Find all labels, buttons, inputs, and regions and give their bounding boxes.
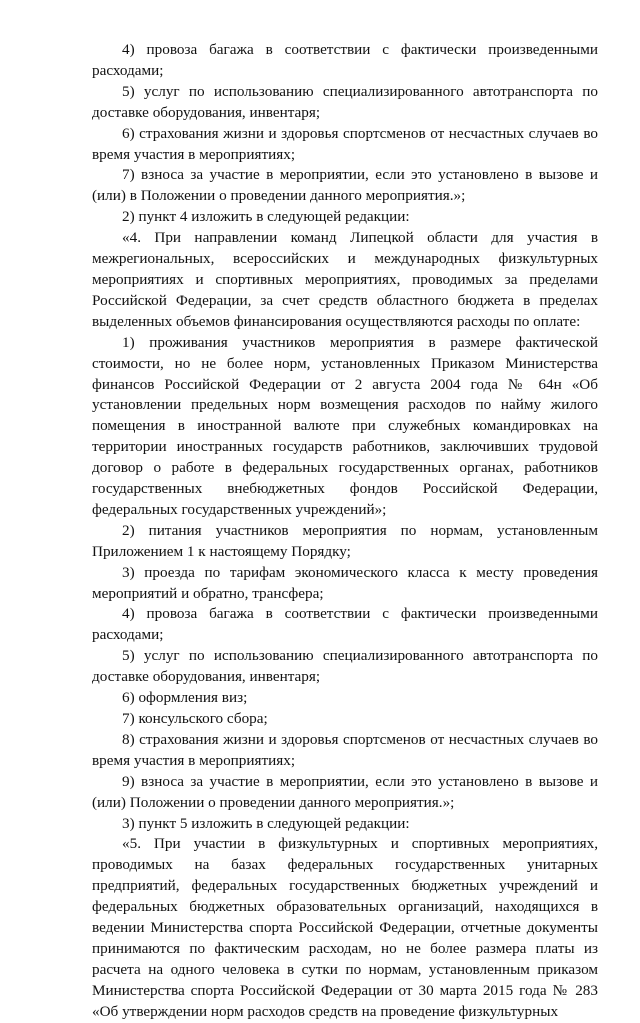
document-paragraph: 4) провоза багажа в соответствии с фактически произведенными расходами;: [92, 41, 598, 79]
document-paragraph: 1) проживания участников мероприятия в размере фактической стоимости, но не более норм, установленных Приказом Министерства финансов Российской Федерации от 2 августа 2004 года № 64н «Об установлении предельных норм возмещения расходов по найму жилого помещения в иностранной валюте при служебных командировках на территории иностранных государств работников, заключивших трудовой договор о работе в федеральных государственных органах, работников государственных внебюджетных фондов Российской Федерации, федеральных государственных учреждений»;: [92, 333, 598, 518]
document-paragraph: 7) взноса за участие в мероприятии, если это установлено в вызове и (или) в Положении о проведении данного мероприятия.»;: [92, 166, 598, 205]
document-paragraph: 2) питания участников мероприятия по нормам, установленным Приложением 1 к настоящему Порядку;: [92, 521, 598, 560]
document-paragraph: 7) консульского сбора;: [122, 710, 268, 727]
document-paragraph: 3) пункт 5 изложить в следующей редакции:: [122, 814, 410, 832]
document-paragraph: 3) проезда по тарифам экономического класса к месту проведения мероприятий и обратно, трансфера;: [92, 563, 598, 602]
document-paragraph: «5. При участии в физкультурных и спортивных мероприятиях, проводимых на базах федеральных государственных унитарных предприятий, федеральных государственных бюджетных учреждений и федеральных бюджетных образовательных организаций, находящихся в ведении Министерства спорта Российской Федерации, отчетные документы принимаются по фактическим расходам, но не более размера платы из расчета на одного человека в сутки по нормам, установленным приказом Министерства спорта Российской Федерации от 30 марта 2015 года № 283 «Об утверждении норм расходов средств на проведение физкультурных: [92, 835, 598, 1020]
document-paragraph: 2) пункт 4 изложить в следующей редакции:: [122, 208, 410, 226]
document-paragraph: «4. При направлении команд Липецкой области для участия в межрегиональных, всероссийских и международных физкультурных мероприятиях и спортивных мероприятиях, проводимых за пределами Российской Федерации, за счет средств областного бюджета в пределах выделенных объемов финансирования осуществляются расходы по оплате:: [92, 229, 598, 330]
document-paragraph: 5) услуг по использованию специализированного автотранспорта по доставке оборудования, инвентаря;: [92, 82, 598, 121]
document-paragraph: 9) взноса за участие в мероприятии, если это установлено в вызове и (или) Положении о проведении данного мероприятия.»;: [92, 772, 598, 811]
document-paragraph: 5) услуг по использованию специализированного автотранспорта по доставке оборудования, инвентаря;: [92, 647, 598, 686]
document-paragraph: 6) оформления виз;: [122, 689, 248, 707]
document-paragraph: 4) провоза багажа в соответствии с фактически произведенными расходами;: [92, 605, 598, 644]
document-paragraph: 8) страхования жизни и здоровья спортсменов от несчастных случаев во время участия в мероприятиях;: [92, 730, 598, 769]
document-body: [92, 40, 598, 1023]
document-paragraph: 6) страхования жизни и здоровья спортсменов от несчастных случаев во время участия в мероприятиях;: [92, 124, 598, 163]
